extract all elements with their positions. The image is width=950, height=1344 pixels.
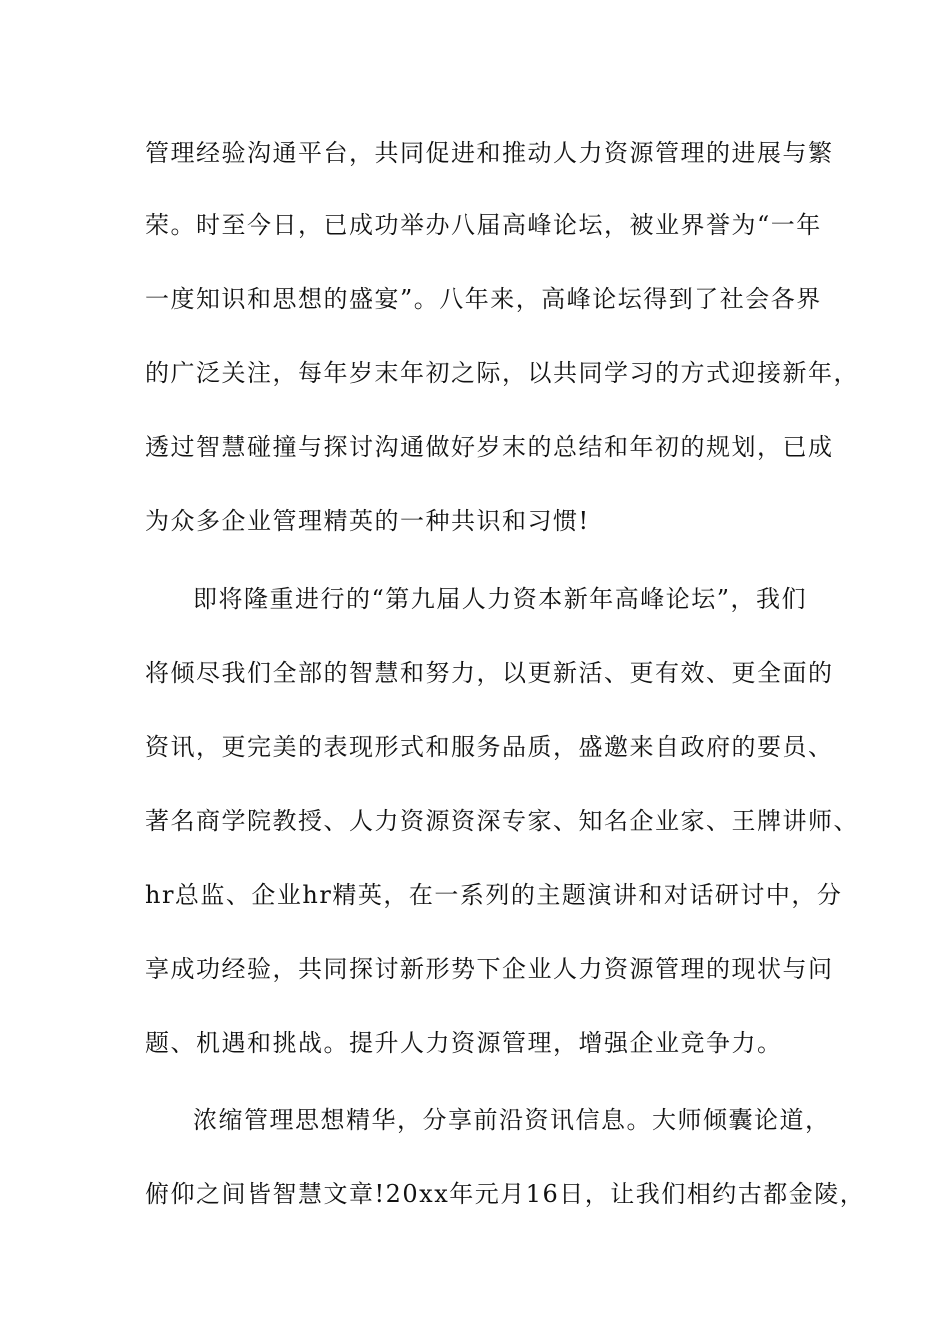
paragraph-2-line-3: 资讯，更完美的表现形式和服务品质，盛邀来自政府的要员、 — [145, 733, 834, 761]
paragraph-1-line-2: 荣。时至今日，已成功举办八届高峰论坛，被业界誉为“一年 — [145, 211, 822, 239]
paragraph-2-line-1: 即将隆重进行的“第九届人力资本新年高峰论坛”，我们 — [193, 585, 808, 613]
paragraph-1-line-5: 透过智慧碰撞与探讨沟通做好岁末的总结和年初的规划，已成 — [145, 433, 834, 461]
paragraph-2-line-7: 题、机遇和挑战。提升人力资源管理，增强企业竞争力。 — [145, 1029, 783, 1057]
paragraph-1-line-3: 一度知识和思想的盛宴”。八年来，高峰论坛得到了社会各界 — [145, 285, 822, 313]
paragraph-3-line-1: 浓缩管理思想精华，分享前沿资讯信息。大师倾囊论道， — [193, 1106, 831, 1134]
paragraph-1-line-1: 管理经验沟通平台，共同促进和推动人力资源管理的进展与繁 — [145, 139, 834, 167]
paragraph-1-line-6: 为众多企业管理精英的一种共识和习惯! — [145, 507, 590, 535]
paragraph-2-line-5: hr总监、企业hr精英，在一系列的主题演讲和对话研讨中，分 — [145, 881, 843, 909]
paragraph-3-line-2: 俯仰之间皆智慧文章!20xx年元月16日，让我们相约古都金陵， — [145, 1180, 866, 1208]
paragraph-2-line-2: 将倾尽我们全部的智慧和努力，以更新活、更有效、更全面的 — [145, 659, 834, 687]
paragraph-2-line-6: 享成功经验，共同探讨新形势下企业人力资源管理的现状与问 — [145, 955, 834, 983]
paragraph-2-line-4: 著名商学院教授、人力资源资深专家、知名企业家、王牌讲师、 — [145, 807, 859, 835]
paragraph-1-line-4: 的广泛关注，每年岁末年初之际，以共同学习的方式迎接新年， — [145, 359, 859, 387]
